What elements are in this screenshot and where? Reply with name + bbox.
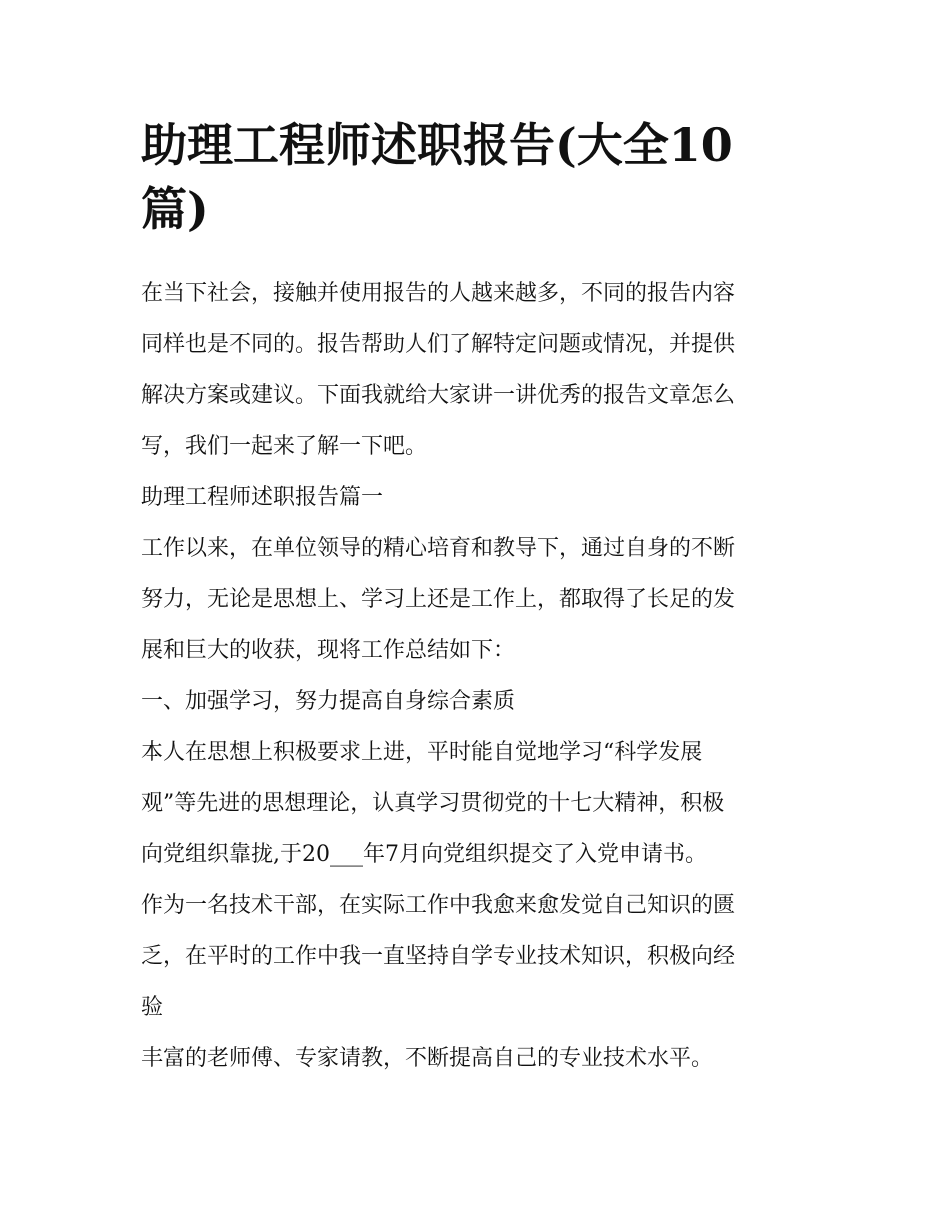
body-line: 努力，无论是思想上、学习上还是工作上，都取得了长足的发 xyxy=(141,587,736,612)
intro-line: 同样也是不同的。报告帮助人们了解特定问题或情况，并提供 xyxy=(141,332,736,357)
title-line: 助理工程师述职报告(大全10 xyxy=(141,118,733,172)
body-line: 向党组织靠拢,于20___年7月向党组织提交了入党申请书。 xyxy=(141,842,707,867)
intro-line: 解决方案或建议。下面我就给大家讲一讲优秀的报告文章怎么 xyxy=(141,383,736,408)
section-heading: 助理工程师述职报告篇一 xyxy=(141,485,384,510)
document-page xyxy=(141,113,813,1084)
body-line: 观”等先进的思想理论，认真学习贯彻党的十七大精神，积极 xyxy=(141,791,725,816)
intro-line: 在当下社会，接触并使用报告的人越来越多，不同的报告内容 xyxy=(141,281,736,306)
body-line: 工作以来，在单位领导的精心培育和教导下，通过自身的不断 xyxy=(141,536,736,561)
body-line: 展和巨大的收获，现将工作总结如下： xyxy=(141,638,516,663)
body-line: 验 xyxy=(141,995,164,1020)
body-line: 乏，在平时的工作中我一直坚持自学专业技术知识，积极向经 xyxy=(141,944,736,969)
body-line: 本人在思想上积极要求上进，平时能自觉地学习“科学发展 xyxy=(141,740,703,765)
subsection-heading: 一、加强学习，努力提高自身综合素质 xyxy=(141,689,516,714)
document-title xyxy=(141,113,813,241)
title-line: 篇) xyxy=(141,182,209,236)
intro-line: 写，我们一起来了解一下吧。 xyxy=(141,434,428,459)
body-line: 丰富的老师傅、专家请教，不断提高自己的专业技术水平。 xyxy=(141,1046,714,1071)
document-body xyxy=(141,268,813,1084)
body-line: 作为一名技术干部，在实际工作中我愈来愈发觉自己知识的匮 xyxy=(141,893,736,918)
